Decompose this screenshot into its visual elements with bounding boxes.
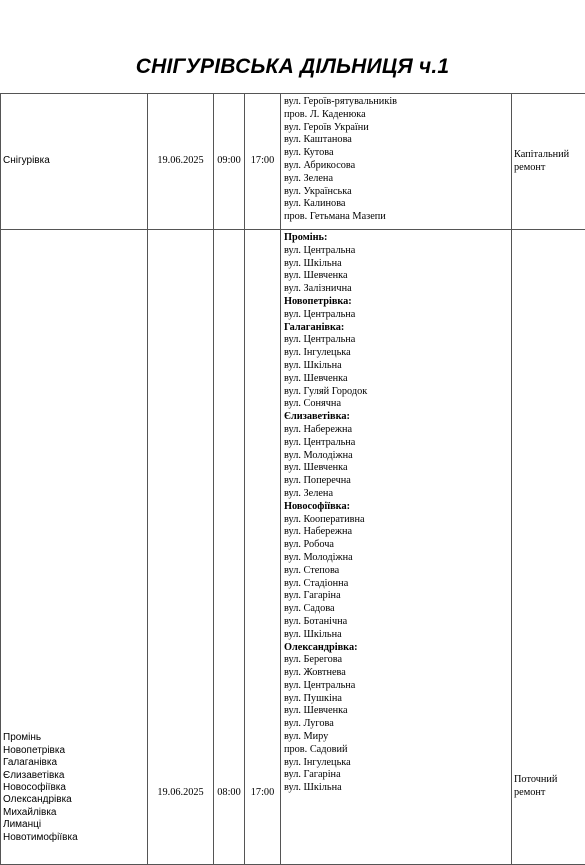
street-item: вул. Шкільна xyxy=(284,629,509,642)
street-item: вул. Стадіонна xyxy=(284,578,509,591)
settlement-item: Новотимофіївка xyxy=(3,832,145,844)
street-item: вул. Центральна xyxy=(284,245,509,258)
start-time-cell: 08:00 xyxy=(214,230,245,865)
street-item: вул. Сонячна xyxy=(284,398,509,411)
street-item: вул. Кооперативна xyxy=(284,514,509,527)
street-item: вул. Інгулецька xyxy=(284,757,509,770)
village-heading: Новософіївка: xyxy=(284,501,509,514)
end-time-cell: 17:00 xyxy=(245,94,281,230)
street-item: вул. Зелена xyxy=(284,173,509,186)
street-item: вул. Інгулецька xyxy=(284,347,509,360)
streets-cell xyxy=(281,94,512,230)
page-title: СНІГУРІВСЬКА ДІЛЬНИЦЯ ч.1 xyxy=(0,55,585,79)
street-item: вул. Миру xyxy=(284,731,509,744)
street-item: вул. Шевченка xyxy=(284,270,509,283)
end-time-cell: 17:00 xyxy=(245,230,281,865)
street-item: вул. Шевченка xyxy=(284,705,509,718)
street-item: вул. Гагаріна xyxy=(284,769,509,782)
village-heading: Єлизаветівка: xyxy=(284,411,509,424)
street-item: вул. Каштанова xyxy=(284,134,509,147)
street-item: вул. Берегова xyxy=(284,654,509,667)
streets-cell xyxy=(281,230,512,865)
street-item: вул. Набережна xyxy=(284,424,509,437)
street-item: вул. Шевченка xyxy=(284,373,509,386)
street-item: вул. Молодіжна xyxy=(284,552,509,565)
street-item: пров. Садовий xyxy=(284,744,509,757)
settlement-item: Олександрівка xyxy=(3,794,145,806)
street-item: вул. Жовтнева xyxy=(284,667,509,680)
street-item: вул. Садова xyxy=(284,603,509,616)
street-item: вул. Молодіжна xyxy=(284,450,509,463)
street-item: вул. Героїв України xyxy=(284,122,509,135)
settlement-item: Новопетрівка xyxy=(3,745,145,757)
street-item: вул. Степова xyxy=(284,565,509,578)
settlement-item: Промінь xyxy=(3,732,145,744)
settlement-item: Єлизаветівка xyxy=(3,770,145,782)
street-item: пров. Гетьмана Мазепи xyxy=(284,211,509,224)
table-row xyxy=(1,94,585,230)
work-type-cell: Капітальний ремонт xyxy=(512,94,585,230)
date-cell: 19.06.2025 xyxy=(148,230,214,865)
street-item: вул. Шкільна xyxy=(284,782,509,795)
street-item: вул. Кутова xyxy=(284,147,509,160)
street-item: вул. Зелена xyxy=(284,488,509,501)
street-item: вул. Лугова xyxy=(284,718,509,731)
settlement-cell: Снігурівка xyxy=(1,94,148,230)
street-item: вул. Центральна xyxy=(284,437,509,450)
street-item: вул. Центральна xyxy=(284,680,509,693)
street-item: вул. Центральна xyxy=(284,334,509,347)
village-heading: Галаганівка: xyxy=(284,322,509,335)
street-item: вул. Українська xyxy=(284,186,509,199)
street-item: вул. Гагаріна xyxy=(284,590,509,603)
street-item: вул. Гуляй Городок xyxy=(284,386,509,399)
street-item: вул. Абрикосова xyxy=(284,160,509,173)
street-item: вул. Калинова xyxy=(284,198,509,211)
street-item: вул. Шкільна xyxy=(284,360,509,373)
settlement-item: Галаганівка xyxy=(3,757,145,769)
village-heading: Промінь: xyxy=(284,232,509,245)
street-item: вул. Ботанічна xyxy=(284,616,509,629)
street-item: вул. Набережна xyxy=(284,526,509,539)
village-heading: Новопетрівка: xyxy=(284,296,509,309)
street-item: вул. Поперечна xyxy=(284,475,509,488)
settlement-item: Новософіївка xyxy=(3,782,145,794)
village-heading: Олександрівка: xyxy=(284,642,509,655)
outage-schedule-table xyxy=(0,93,585,865)
street-item: вул. Шевченка xyxy=(284,462,509,475)
street-item: пров. Л. Каденюка xyxy=(284,109,509,122)
street-item: вул. Шкільна xyxy=(284,258,509,271)
date-cell: 19.06.2025 xyxy=(148,94,214,230)
work-type-cell: Поточний ремонт xyxy=(512,230,585,865)
settlement-item: Михайлівка xyxy=(3,807,145,819)
table-row xyxy=(1,230,585,865)
settlements-cell xyxy=(1,230,148,865)
street-item: вул. Робоча xyxy=(284,539,509,552)
start-time-cell: 09:00 xyxy=(214,94,245,230)
street-item: вул. Героїв-рятувальників xyxy=(284,96,509,109)
settlement-item: Лиманці xyxy=(3,819,145,831)
street-item: вул. Пушкіна xyxy=(284,693,509,706)
street-item: вул. Центральна xyxy=(284,309,509,322)
street-item: вул. Залізнична xyxy=(284,283,509,296)
